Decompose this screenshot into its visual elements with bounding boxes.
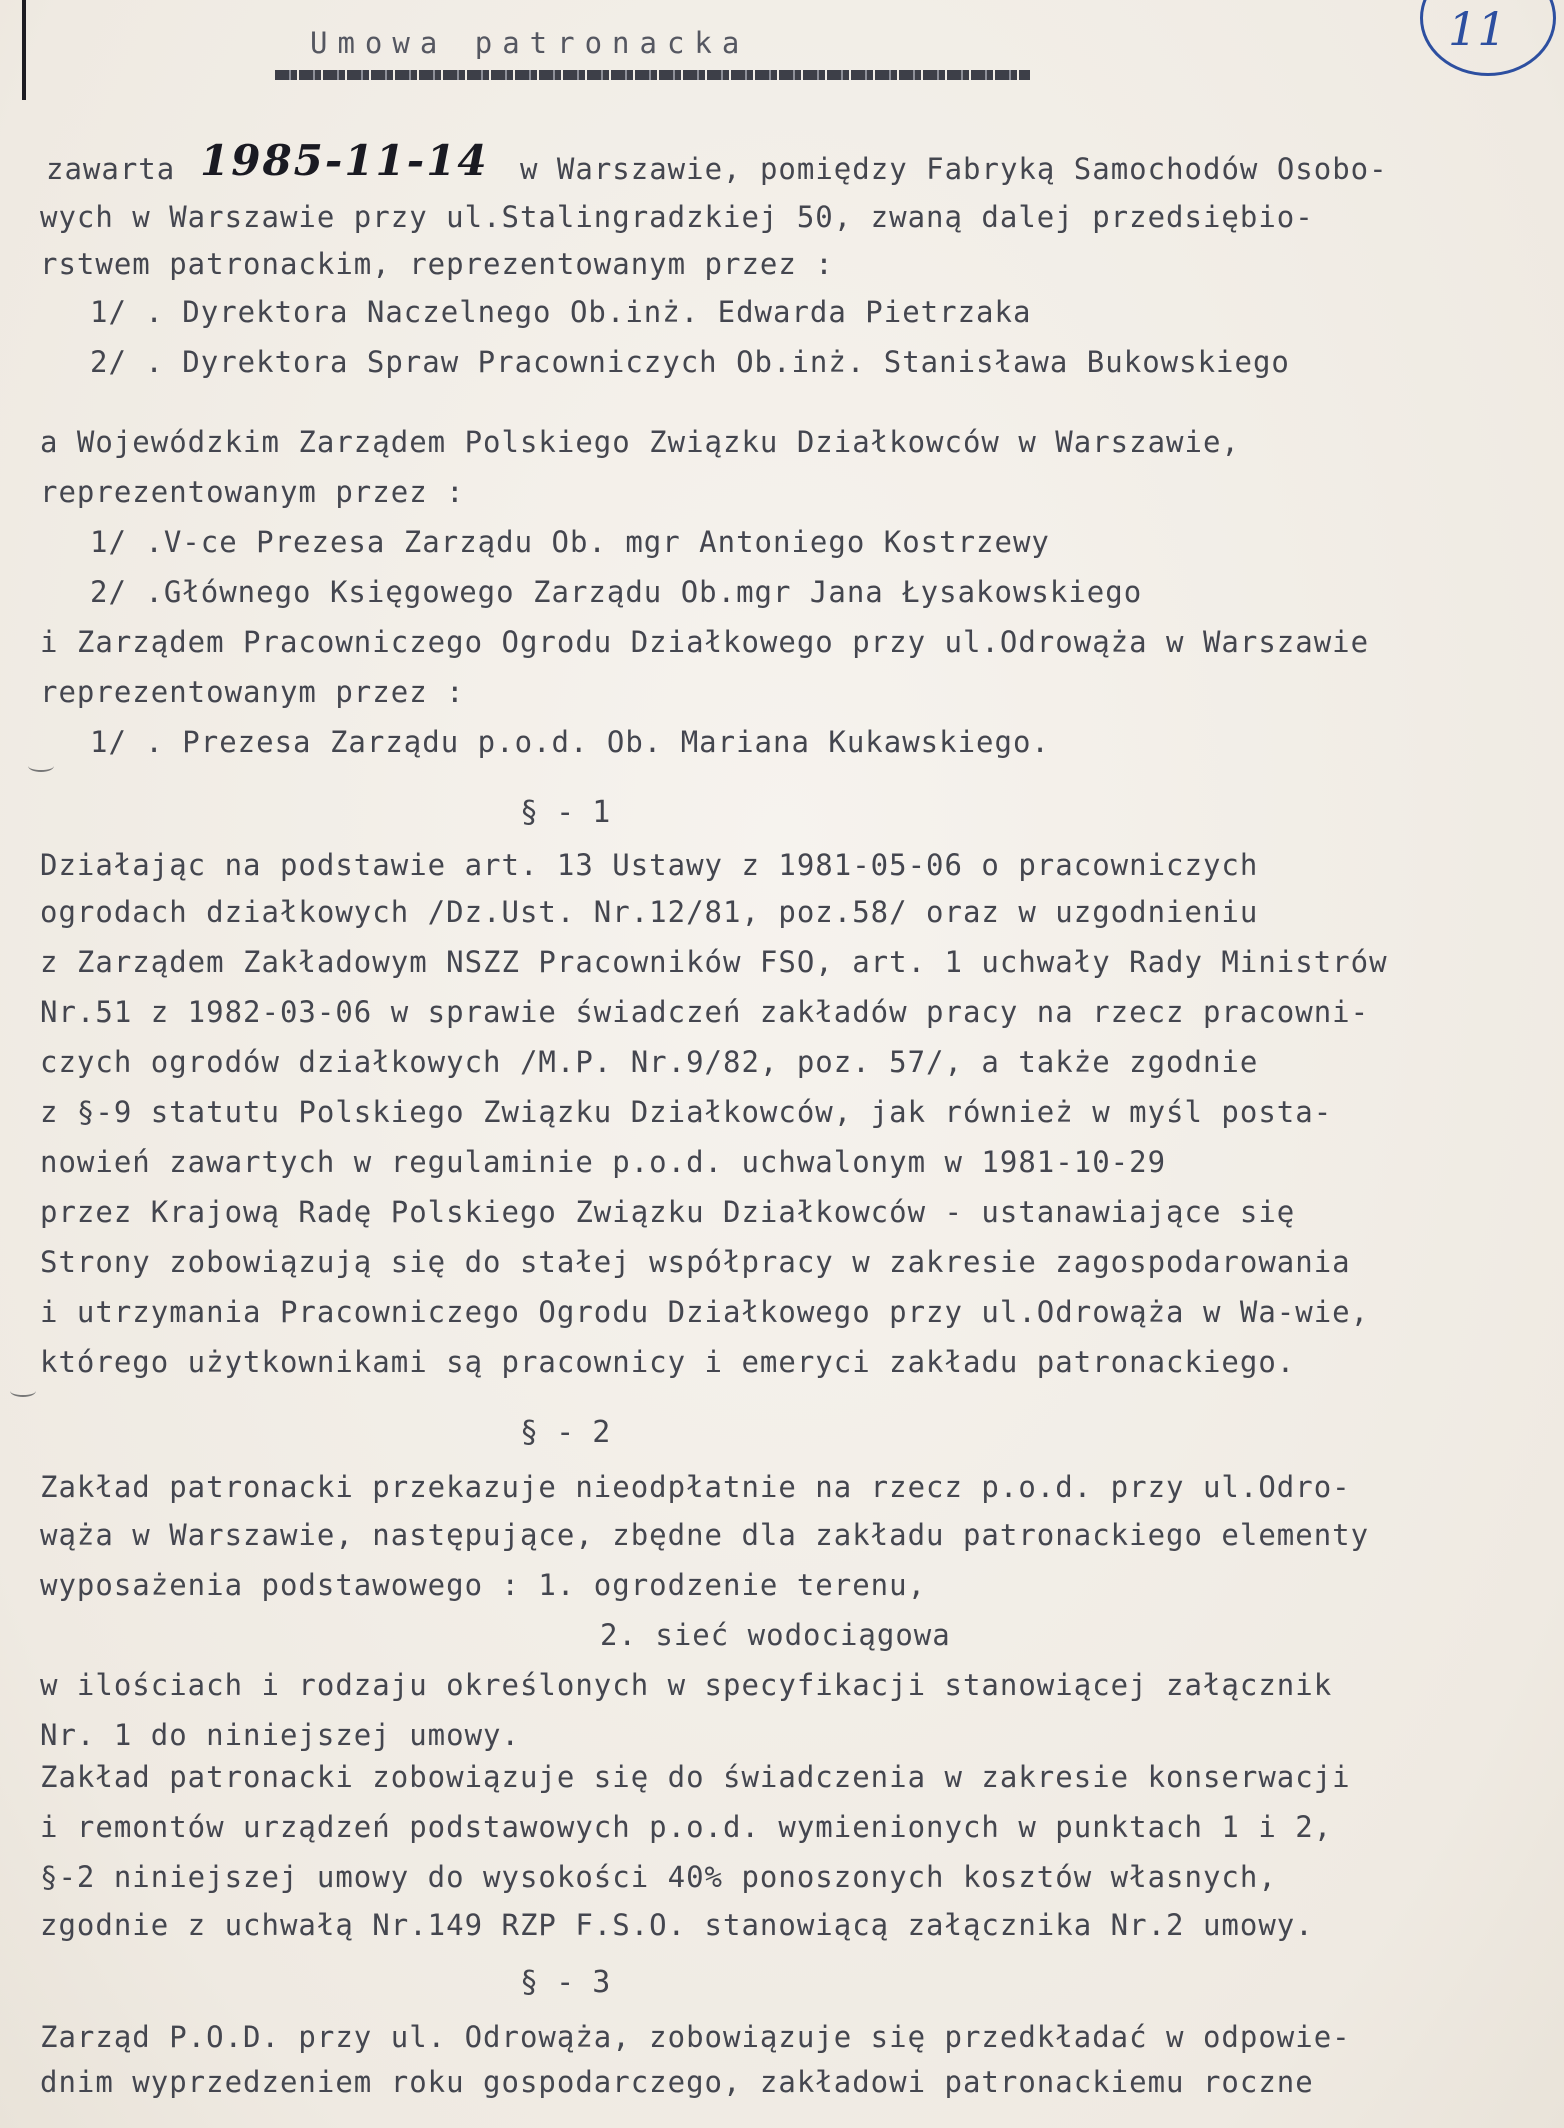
section1-line: Nr.51 z 1982-03-06 w sprawie świadczeń zakładów pracy na rzecz pracowni-	[40, 995, 1370, 1029]
section2-line: Nr. 1 do niniejszej umowy.	[40, 1718, 520, 1752]
section2-line: §-2 niniejszej umowy do wysokości 40% ponoszonych kosztów własnych,	[40, 1860, 1277, 1894]
page-number: 11	[1448, 2, 1507, 56]
document-title: Umowa patronacka	[310, 26, 750, 60]
section2-line: w ilościach i rodzaju określonych w specyfikacji stanowiącej załącznik	[40, 1668, 1333, 1702]
margin-tick	[28, 760, 54, 772]
section1-line: ogrodach działkowych /Dz.Ust. Nr.12/81, poz.58/ oraz w uzgodnieniu	[40, 895, 1259, 929]
section2-line: wąża w Warszawie, następujące, zbędne dla zakładu patronackiego elementy	[40, 1518, 1370, 1552]
section-mark: § - 3	[520, 1965, 611, 2000]
section1-line: Strony zobowiązują się do stałej współpracy w zakresie zagospodarowania	[40, 1245, 1351, 1279]
margin-tick	[10, 1385, 36, 1397]
section1-line: czych ogrodów działkowych /M.P. Nr.9/82, poz. 57/, a także zgodnie	[40, 1045, 1259, 1079]
margin-line	[22, 0, 26, 100]
section-mark: § - 2	[520, 1415, 611, 1450]
header-line: 1/ .V-ce Prezesa Zarządu Ob. mgr Antoniego Kostrzewy	[90, 525, 1050, 559]
title-underline	[275, 70, 1030, 80]
section2-line: zgodnie z uchwałą Nr.149 RZP F.S.O. stanowiącą załącznika Nr.2 umowy.	[40, 1908, 1314, 1942]
header-line: a Wojewódzkim Zarządem Polskiego Związku Działkowców w Warszawie,	[40, 425, 1240, 459]
header-line: 1/ . Dyrektora Naczelnego Ob.inż. Edwarda Pietrzaka	[90, 295, 1032, 329]
section3-line: Zarząd P.O.D. przy ul. Odrowąża, zobowiązuje się przedkładać w odpowie-	[40, 2020, 1351, 2054]
header-line: reprezentowanym przez :	[40, 475, 465, 509]
header-line: 1/ . Prezesa Zarządu p.o.d. Ob. Mariana Kukawskiego.	[90, 725, 1050, 759]
section1-line: z Zarządem Zakładowym NSZZ Pracowników FSO, art. 1 uchwały Rady Ministrów	[40, 945, 1388, 979]
header-line: wych w Warszawie przy ul.Stalingradzkiej 50, zwaną dalej przedsiębio-	[40, 200, 1314, 234]
section2-line: Zakład patronacki przekazuje nieodpłatnie na rzecz p.o.d. przy ul.Odro-	[40, 1470, 1351, 1504]
section1-line: przez Krajową Radę Polskiego Związku Działkowców - ustanawiające się	[40, 1195, 1296, 1229]
header-line: rstwem patronackim, reprezentowanym przez :	[40, 247, 834, 281]
header-line: 2/ . Dyrektora Spraw Pracowniczych Ob.inż. Stanisława Bukowskiego	[90, 345, 1290, 379]
header-line: 2/ .Głównego Księgowego Zarządu Ob.mgr Jana Łysakowskiego	[90, 575, 1143, 609]
section1-line: którego użytkownikami są pracownicy i emeryci zakładu patronackiego.	[40, 1345, 1296, 1379]
section2-line: i remontów urządzeń podstawowych p.o.d. wymienionych w punktach 1 i 2,	[40, 1810, 1333, 1844]
section3-line: dnim wyprzedzeniem roku gospodarczego, zakładowi patronackiemu roczne	[40, 2065, 1314, 2099]
header-line: zawarta	[46, 152, 176, 186]
section2-line: Zakład patronacki zobowiązuje się do świadczenia w zakresie konserwacji	[40, 1760, 1351, 1794]
section1-line: z §-9 statutu Polskiego Związku Działkowców, jak również w myśl posta-	[40, 1095, 1333, 1129]
section1-line: nowień zawartych w regulaminie p.o.d. uchwalonym w 1981-10-29	[40, 1145, 1167, 1179]
header-line: i Zarządem Pracowniczego Ogrodu Działkowego przy ul.Odrowąża w Warszawie	[40, 625, 1370, 659]
header-line: reprezentowanym przez :	[40, 675, 465, 709]
section2-line: wyposażenia podstawowego : 1. ogrodzenie terenu,	[40, 1568, 927, 1602]
section1-line: Działając na podstawie art. 13 Ustawy z 1981-05-06 o pracowniczych	[40, 848, 1259, 882]
section1-line: i utrzymania Pracowniczego Ogrodu Działkowego przy ul.Odrowąża w Wa-wie,	[40, 1295, 1370, 1329]
section2-line: 2. sieć wodociągowa	[600, 1618, 951, 1652]
header-line: w Warszawie, pomiędzy Fabryką Samochodów Osobo-	[520, 152, 1388, 186]
handwritten-date: 1985-11-14	[200, 136, 489, 185]
section-mark: § - 1	[520, 795, 611, 830]
